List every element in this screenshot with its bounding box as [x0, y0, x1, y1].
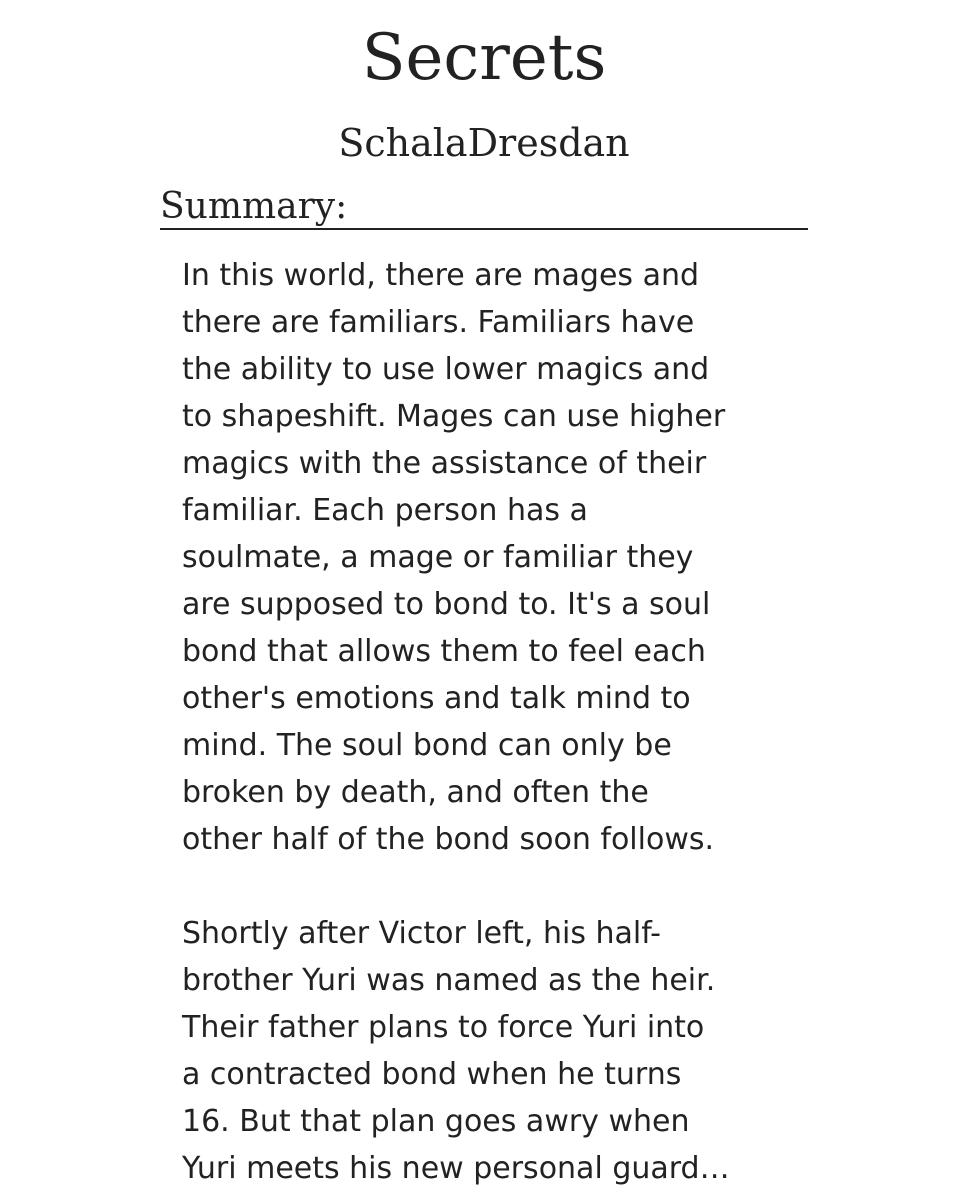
summary-paragraph: Shortly after Victor left, his half- brother Yuri was named as the heir. Their father plans to force Yuri into a contracted bond when he turns 16. But that plan goes awry when Yuri meets his new personal guard…	[182, 916, 730, 1186]
work-title: Secrets	[361, 21, 607, 95]
summary-paragraph: In this world, there are mages and there are familiars. Familiars have the ability to use lower magics and to shapeshift. Mages can use higher magics with the assistance of their familiar. Each person has a soulmate, a mage or familiar they are supposed to bond to. It's a soul bond that allows them to feel each other's emotions and talk mind to mind. The soul bond can only be broken by death, and often the other half of the bond soon follows.	[182, 258, 726, 857]
summary-body	[182, 252, 802, 1192]
author-name[interactable]: SchalaDresdan	[338, 121, 630, 165]
summary-heading: Summary:	[160, 184, 808, 230]
